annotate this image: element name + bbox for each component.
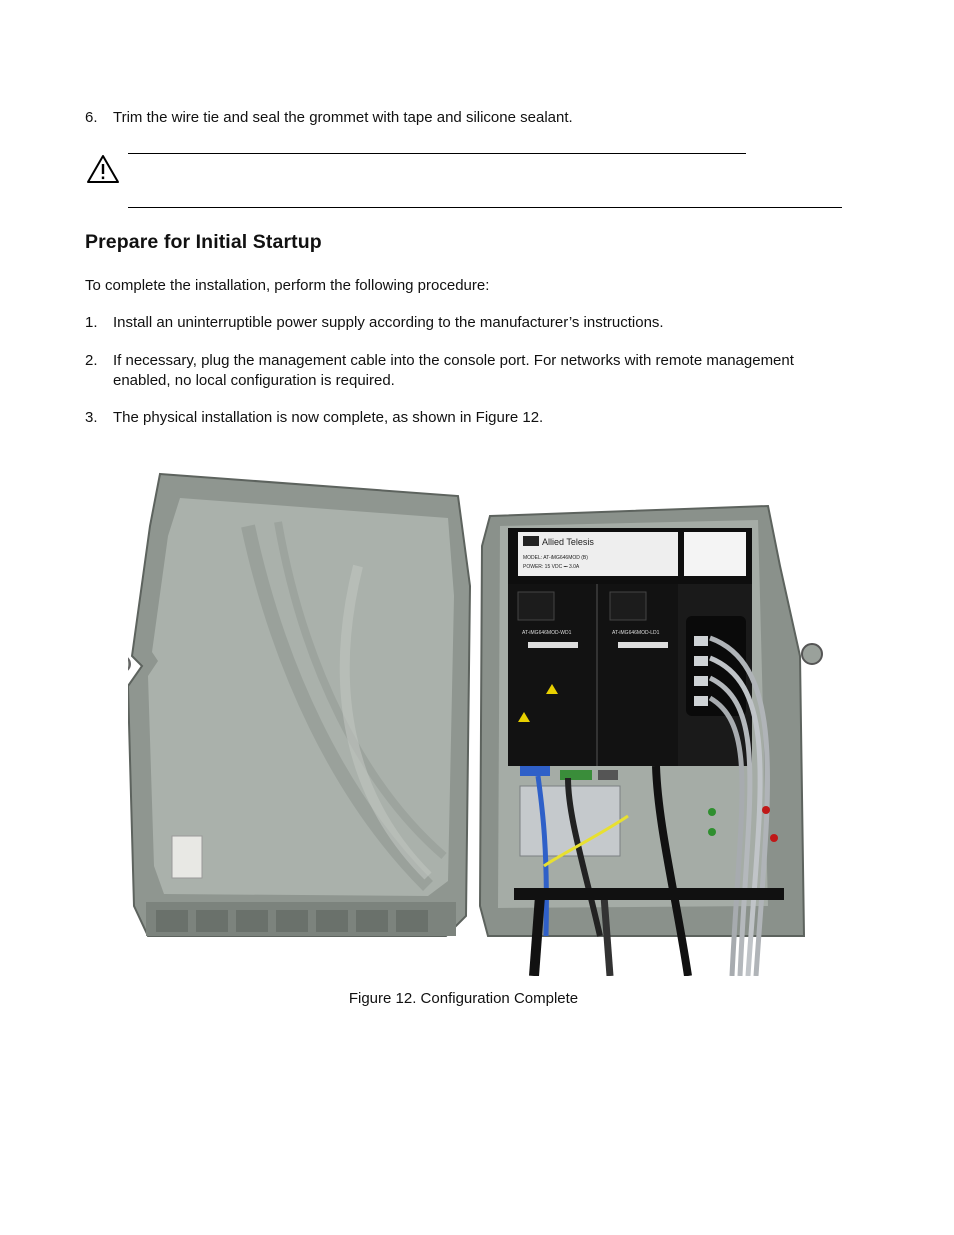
power-label: POWER: 15 VDC ⎓ 3.0A — [523, 564, 580, 570]
step-3-number: 3. — [85, 409, 98, 426]
electronics-unit — [508, 528, 752, 766]
brand-label: Allied Telesis — [542, 537, 594, 547]
step-1-text: Install an uninterruptible power supply according to the manufacturer’s instructions. — [113, 314, 664, 331]
step-1-number: 1. — [85, 314, 98, 331]
section-intro: To complete the installation, perform the following procedure: — [85, 277, 490, 294]
step-3-text: The physical installation is now complete, as shown in Figure 12. — [113, 409, 544, 426]
enclosure-photo — [128, 466, 828, 976]
caution-bottom-rule — [128, 207, 842, 208]
enclosure-lid — [128, 474, 470, 936]
step-6-text: Trim the wire tie and seal the grommet with tape and silicone sealant. — [113, 109, 573, 126]
figure-caption: Figure 12. Configuration Complete — [348, 990, 579, 1007]
warning-triangle-icon — [86, 154, 120, 184]
section-heading: Prepare for Initial Startup — [85, 231, 322, 253]
mac-label: MAC — [654, 556, 663, 561]
step-2-number: 2. — [85, 352, 98, 369]
card1-label: AT-iMG646MOD-WD1 — [522, 630, 572, 636]
model-label: MODEL: AT-iMG646MOD (B) — [523, 555, 588, 561]
caution-top-rule — [128, 153, 746, 154]
step-6-number: 6. — [85, 109, 98, 126]
serial-label: SERIAL — [650, 542, 665, 547]
card2-label: AT-iMG646MOD-LD1 — [612, 630, 660, 636]
step-2-text: If necessary, plug the management cable into the console port. For networks with remote management enabled, no local configuration is required. — [113, 352, 794, 389]
